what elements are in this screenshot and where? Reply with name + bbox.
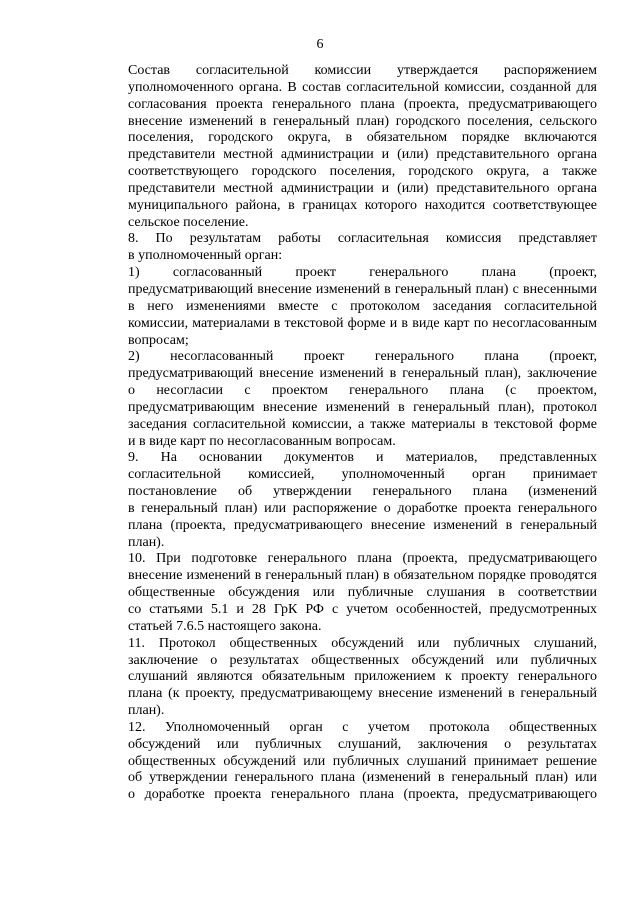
text-line: представители местной администрации и (или) представительного органа bbox=[128, 147, 597, 163]
text-line: муниципального района, в границах которого находится соответствующее bbox=[128, 197, 597, 213]
paragraph-item-11 bbox=[92, 636, 597, 720]
text-line: предусматривающий внесение изменений в генеральный план) с внесенными bbox=[128, 281, 597, 297]
page-number: 6 bbox=[316, 37, 324, 52]
text-line: и в виде карт по несогласованным вопросам. bbox=[128, 433, 396, 449]
text-line: поселения, городского округа, в обязательном порядке включаются bbox=[128, 130, 597, 146]
text-line: плана (к проекту, предусматривающему внесение изменений в генеральный bbox=[128, 686, 597, 702]
text-line: согласования проекта генерального плана (проекта, предусматривающего bbox=[128, 96, 597, 112]
text-line: 8. По результатам работы согласительная комиссия представляет bbox=[128, 231, 597, 247]
paragraph-item-10 bbox=[92, 551, 597, 635]
text-line: со статьями 5.1 и 28 ГрК РФ с учетом особенностей, предусмотренных bbox=[128, 602, 597, 617]
paragraph-composition bbox=[92, 63, 597, 231]
text-line: в него изменениями вместе с протоколом заседания согласительной bbox=[128, 298, 597, 314]
paragraph-item-8-2 bbox=[92, 349, 597, 450]
text-line: заседания согласительной комиссии, а также материалы в текстовой форме bbox=[128, 416, 597, 432]
text-line: плана (проекта, предусматривающего внесение изменений в генеральный bbox=[128, 517, 597, 533]
text-line: обсуждений или публичных слушаний, заключения о результатах bbox=[128, 736, 597, 752]
text-line: 10. При подготовке генерального плана (проекта, предусматривающего bbox=[128, 551, 597, 567]
text-line: план). bbox=[128, 534, 165, 550]
document-body bbox=[92, 63, 597, 804]
text-line: уполномоченного органа. В состав согласительной комиссии, созданной для bbox=[128, 79, 597, 95]
paragraph-item-12 bbox=[92, 720, 597, 804]
text-line: предусматривающим внесение изменений в генеральный план), протокол bbox=[128, 399, 597, 415]
text-line: статьей 7.6.5 настоящего закона. bbox=[128, 618, 322, 634]
text-line: 1) согласованный проект генерального плана (проект, bbox=[128, 265, 597, 281]
paragraph-item-8 bbox=[92, 231, 597, 265]
text-line: соответствующего городского поселения, городского округа, а также bbox=[128, 164, 597, 180]
text-line: общественные обсуждения или публичные слушания в соответствии bbox=[128, 585, 597, 601]
text-line: 12. Уполномоченный орган с учетом протокола общественных bbox=[128, 719, 597, 735]
text-line: 2) несогласованный проект генерального плана (проект, bbox=[128, 349, 597, 365]
text-line: внесение изменений в генеральный план) городского поселения, сельского bbox=[128, 113, 597, 129]
text-line: вопросам; bbox=[128, 332, 189, 348]
text-line: о доработке проекта генерального плана (проекта, предусматривающего bbox=[128, 787, 597, 803]
text-line: 11. Протокол общественных обсуждений или публичных слушаний, bbox=[128, 635, 597, 651]
text-line: слушаний являются обязательным приложением к проекту генерального bbox=[128, 669, 597, 685]
text-line: о несогласии с проектом генерального плана (с проектом, bbox=[128, 383, 597, 399]
text-line: об утверждении генерального плана (изменений в генеральный план) или bbox=[128, 770, 597, 786]
text-line: в генеральный план) или распоряжение о доработке проекта генерального bbox=[128, 500, 597, 516]
text-line: внесение изменений в генеральный план) в обязательном порядке проводятся bbox=[128, 568, 597, 584]
text-line: Состав согласительной комиссии утверждается распоряжением bbox=[128, 63, 597, 78]
text-line: сельское поселение. bbox=[128, 214, 249, 230]
text-line: 9. На основании документов и материалов, представленных bbox=[128, 450, 597, 466]
text-line: заключение о результатах общественных обсуждений или публичных bbox=[128, 652, 597, 668]
text-line: общественных обсуждений или публичных слушаний принимает решение bbox=[128, 753, 597, 769]
text-line: представители местной администрации и (или) представительного органа bbox=[128, 180, 597, 196]
paragraph-item-8-1 bbox=[92, 265, 597, 349]
text-line: план). bbox=[128, 703, 165, 719]
text-line: постановление об утверждении генерального плана (изменений bbox=[128, 484, 597, 500]
text-line: согласительной комиссией, уполномоченный орган принимает bbox=[128, 467, 597, 483]
text-line: комиссии, материалами в текстовой форме и в виде карт по несогласованным bbox=[128, 315, 597, 331]
text-line: в уполномоченный орган: bbox=[128, 248, 283, 264]
paragraph-item-9 bbox=[92, 450, 597, 551]
text-line: предусматривающий внесение изменений в генеральный план), заключение bbox=[128, 366, 597, 382]
